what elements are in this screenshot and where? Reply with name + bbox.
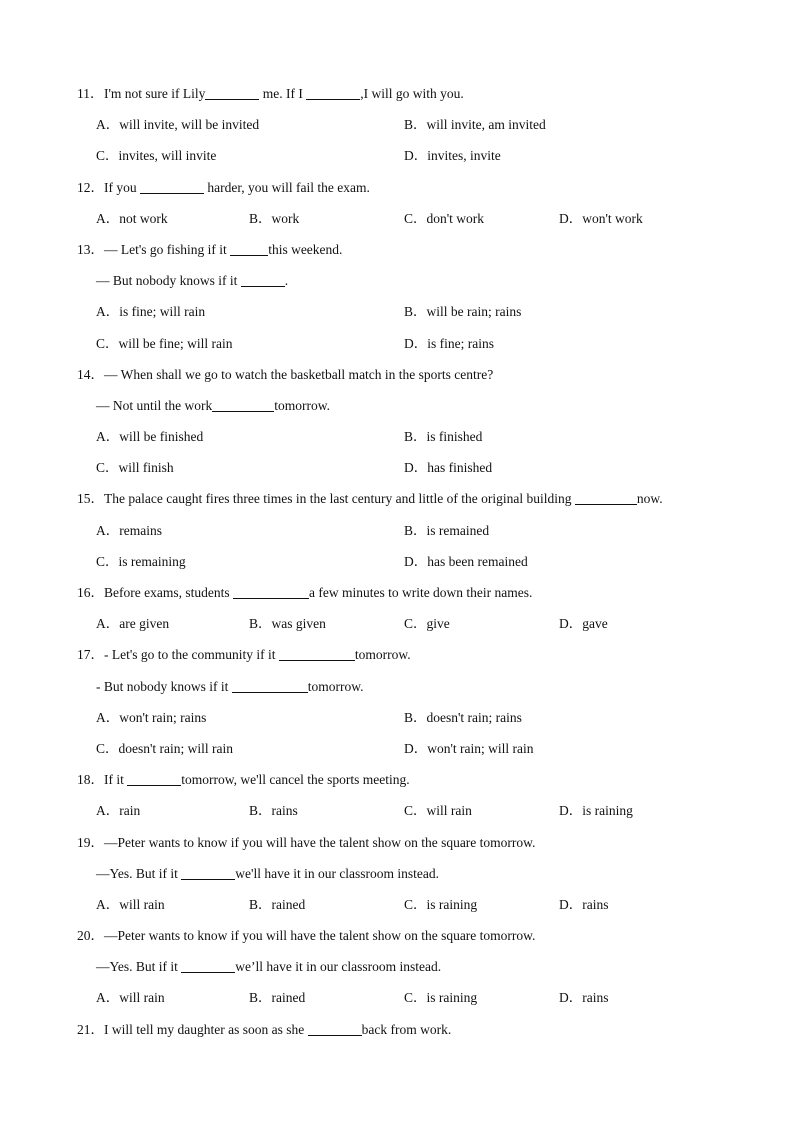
options-row xyxy=(0,733,794,764)
question-stem xyxy=(0,1014,794,1045)
question-text xyxy=(104,920,535,951)
question-21 xyxy=(0,1014,794,1045)
question-12 xyxy=(0,172,794,234)
options-row xyxy=(0,608,794,639)
answer-blank xyxy=(241,273,285,287)
text-segment: now. xyxy=(636,491,663,507)
options-row xyxy=(0,328,794,359)
text-segment: — Not until the work xyxy=(96,397,213,413)
answer-blank xyxy=(212,398,274,412)
question-stem xyxy=(0,234,794,265)
question-18 xyxy=(0,764,794,826)
text-segment: If you xyxy=(104,179,140,195)
answer-option[interactable]: D．rains xyxy=(559,896,609,912)
text-segment: tomorrow. xyxy=(354,647,411,663)
answer-option[interactable]: C．is remaining xyxy=(96,553,186,569)
answer-option[interactable]: D．is fine; rains xyxy=(404,335,494,351)
answer-blank xyxy=(233,585,309,599)
question-text xyxy=(104,172,370,203)
answer-option[interactable]: B．rained xyxy=(249,896,306,912)
text-segment: Before exams, students xyxy=(104,585,233,600)
answer-blank xyxy=(306,86,360,100)
answer-option[interactable]: B．doesn't rain; rains xyxy=(404,709,522,725)
text-segment: —Peter wants to know if you will have the talent show on the square tomorrow. xyxy=(104,834,536,850)
answer-blank xyxy=(230,242,268,256)
dialogue-text xyxy=(96,265,288,296)
dialogue-line xyxy=(0,671,794,702)
options-row xyxy=(0,452,794,483)
answer-option[interactable]: C．will be fine; will rain xyxy=(96,335,233,351)
answer-option[interactable]: A．is fine; will rain xyxy=(96,304,206,320)
question-stem xyxy=(0,764,794,795)
options-row xyxy=(0,140,794,171)
text-segment: I'm not sure if Lily xyxy=(104,86,206,101)
text-segment: we’ll have it in our classroom instead. xyxy=(235,959,442,975)
answer-blank xyxy=(205,86,259,100)
text-segment: . xyxy=(284,273,289,289)
text-segment: If it xyxy=(104,772,128,788)
answer-option[interactable]: A．are given xyxy=(96,616,170,632)
text-segment: I will tell my daughter as soon as she xyxy=(104,1021,308,1037)
options-row xyxy=(0,795,794,826)
answer-option[interactable]: C．doesn't rain; will rain xyxy=(96,740,234,756)
answer-option[interactable]: C．invites, will invite xyxy=(96,148,217,164)
question-stem xyxy=(0,920,794,951)
answer-blank xyxy=(140,180,204,194)
text-segment: —Yes. But if it xyxy=(96,959,182,975)
options-row xyxy=(0,702,794,733)
answer-option[interactable]: D．rains xyxy=(559,990,609,1006)
options-row xyxy=(0,546,794,577)
options-row xyxy=(0,203,794,234)
answer-option[interactable]: A．will invite, will be invited xyxy=(96,117,260,133)
question-number: 15． xyxy=(77,491,104,507)
question-13 xyxy=(0,234,794,359)
answer-option[interactable]: D．has been remained xyxy=(404,553,528,569)
options-row xyxy=(0,109,794,140)
question-number: 20． xyxy=(77,928,104,944)
question-text xyxy=(104,827,535,858)
text-segment: The palace caught fires three times in the last century and little of the original building xyxy=(104,491,575,507)
question-number: 19． xyxy=(77,834,104,850)
question-number: 16． xyxy=(77,585,104,600)
answer-option[interactable]: B．rained xyxy=(249,990,306,1006)
text-segment: —Peter wants to know if you will have the talent show on the square tomorrow. xyxy=(104,928,536,944)
answer-option[interactable]: C．is raining xyxy=(404,990,478,1006)
question-number: 18． xyxy=(77,772,104,788)
question-stem xyxy=(0,359,794,390)
answer-option[interactable]: D．invites, invite xyxy=(404,148,501,164)
answer-option[interactable]: A．will rain xyxy=(96,896,165,912)
question-stem xyxy=(0,827,794,858)
question-stem xyxy=(0,78,794,109)
text-segment: back from work. xyxy=(361,1021,452,1037)
answer-option[interactable]: B．is remained xyxy=(404,522,490,538)
answer-option[interactable]: D．won't work xyxy=(559,210,643,226)
dialogue-line xyxy=(0,951,794,982)
question-text xyxy=(104,639,411,670)
question-number: 11． xyxy=(77,86,104,101)
answer-blank xyxy=(575,491,637,505)
question-text xyxy=(104,764,410,795)
text-segment: — When shall we go to watch the basketball match in the sports centre? xyxy=(104,366,494,382)
question-text xyxy=(104,234,342,265)
question-text xyxy=(104,1014,451,1045)
answer-blank xyxy=(181,866,235,880)
answer-blank xyxy=(308,1022,362,1036)
text-segment: this weekend. xyxy=(268,241,343,257)
question-text xyxy=(104,483,663,514)
options-row xyxy=(0,515,794,546)
text-segment: harder, you will fail the exam. xyxy=(204,179,370,195)
question-16 xyxy=(0,577,794,639)
answer-option[interactable]: A．will be finished xyxy=(96,429,204,445)
text-segment: — Let's go fishing if it xyxy=(104,241,231,257)
answer-option[interactable]: A．will rain xyxy=(96,990,165,1006)
question-text xyxy=(104,577,532,608)
answer-option[interactable]: C．will finish xyxy=(96,460,174,476)
question-stem xyxy=(0,639,794,670)
text-segment: tomorrow. xyxy=(274,397,330,413)
question-stem xyxy=(0,172,794,203)
question-stem xyxy=(0,577,794,608)
text-segment: —Yes. But if it xyxy=(96,865,182,881)
question-number: 13． xyxy=(77,241,104,257)
text-segment: we'll have it in our classroom instead. xyxy=(235,865,440,881)
dialogue-text xyxy=(96,858,439,889)
dialogue-line xyxy=(0,858,794,889)
answer-option[interactable]: A．rain xyxy=(96,803,141,819)
answer-blank xyxy=(181,959,235,973)
question-number: 21． xyxy=(77,1021,104,1037)
text-segment: a few minutes to write down their names. xyxy=(308,585,533,600)
question-15 xyxy=(0,483,794,577)
text-segment: me. If I xyxy=(259,86,307,101)
options-row xyxy=(0,982,794,1013)
answer-option[interactable]: B．work xyxy=(249,210,300,226)
answer-blank xyxy=(232,679,308,693)
question-14 xyxy=(0,359,794,484)
answer-option[interactable]: D．has finished xyxy=(404,460,493,476)
text-segment: tomorrow. xyxy=(307,678,364,694)
options-row xyxy=(0,889,794,920)
question-text xyxy=(104,78,464,109)
dialogue-text xyxy=(96,671,364,702)
answer-option[interactable]: C．don't work xyxy=(404,210,485,226)
worksheet xyxy=(0,78,794,1045)
answer-option[interactable]: B．rains xyxy=(249,803,298,819)
answer-option[interactable]: B．was given xyxy=(249,616,326,632)
answer-option[interactable]: C．give xyxy=(404,616,450,632)
answer-option[interactable]: C．will rain xyxy=(404,803,472,819)
answer-option[interactable]: B．will be rain; rains xyxy=(404,304,522,320)
answer-option[interactable]: A．remains xyxy=(96,522,162,538)
answer-option[interactable]: D．won't rain; will rain xyxy=(404,740,534,756)
question-stem xyxy=(0,483,794,514)
question-number: 17． xyxy=(77,647,104,663)
answer-option[interactable]: D．gave xyxy=(559,616,608,632)
options-row xyxy=(0,421,794,452)
options-row xyxy=(0,296,794,327)
question-number: 12． xyxy=(77,179,104,195)
text-segment: ,I will go with you. xyxy=(360,86,464,101)
answer-blank xyxy=(279,647,355,661)
answer-option[interactable]: C．is raining xyxy=(404,896,478,912)
text-segment: - But nobody knows if it xyxy=(96,678,232,694)
answer-option[interactable]: A．not work xyxy=(96,210,168,226)
question-text xyxy=(104,359,493,390)
answer-option[interactable]: B．is finished xyxy=(404,429,483,445)
question-number: 14． xyxy=(77,366,104,382)
text-segment: — But nobody knows if it xyxy=(96,273,241,289)
question-20 xyxy=(0,920,794,1014)
dialogue-line xyxy=(0,390,794,421)
question-19 xyxy=(0,827,794,921)
dialogue-line xyxy=(0,265,794,296)
answer-option[interactable]: A．won't rain; rains xyxy=(96,709,207,725)
dialogue-text xyxy=(96,951,441,982)
answer-option[interactable]: B．will invite, am invited xyxy=(404,117,546,133)
text-segment: - Let's go to the community if it xyxy=(104,647,279,663)
text-segment: tomorrow, we'll cancel the sports meeting. xyxy=(181,772,410,788)
answer-blank xyxy=(127,772,181,786)
question-11 xyxy=(0,78,794,172)
answer-option[interactable]: D．is raining xyxy=(559,803,633,819)
dialogue-text xyxy=(96,390,330,421)
question-17 xyxy=(0,639,794,764)
